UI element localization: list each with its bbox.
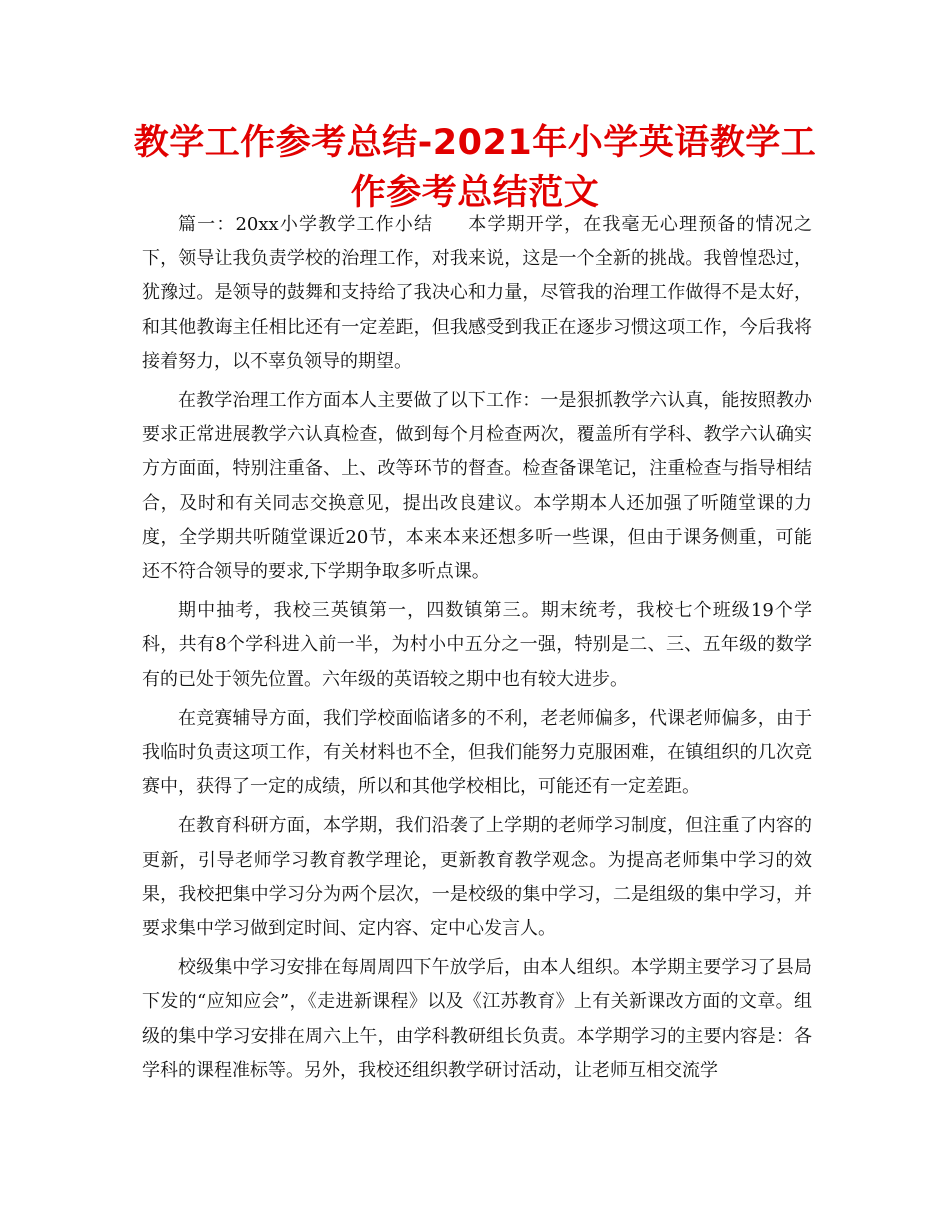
intro-label: 篇一：20xx小学教学工作小结 [178, 214, 434, 235]
paragraph-intro [142, 208, 812, 379]
paragraph: 期中抽考，我校三英镇第一，四数镇第三。期末统考，我校七个班级19个学科，共有8个学科进入前一半，为村小中五分之一强，特别是二、三、五年级的数学有的已处于领先位置。六年级的英语较之期中也有较大进步。 [142, 600, 812, 690]
document-title: 教学工作参考总结-2021年小学英语教学工作参考总结范文 [133, 123, 817, 213]
paragraph: 在教育科研方面，本学期，我们沿袭了上学期的老师学习制度，但注重了内容的更新，引导老师学习教育教学理论，更新教育教学观念。为提高老师集中学习的效果，我校把集中学习分为两个层次，一是校级的集中学习，二是组级的集中学习，并要求集中学习做到定时间、定内容、定中心发言人。 [142, 815, 812, 940]
document-body [142, 208, 812, 1093]
paragraph: 在教学治理工作方面本人主要做了以下工作：一是狠抓教学六认真，能按照教办要求正常进展教学六认真检查，做到每个月检查两次，覆盖所有学科、教学六认确实方方面面，特别注重备、上、改等环节的督查。检查备课笔记，注重检查与指导相结合，及时和有关同志交换意见，提出改良建议。本学期本人还加强了听随堂课的力度，全学期共听随堂课近20节，本来本来还想多听一些课，但由于课务侧重，可能还不符合领导的要求,下学期争取多听点课。 [142, 390, 812, 583]
paragraph: 校级集中学习安排在每周周四下午放学后，由本人组织。本学期主要学习了县局下发的“应知应会”，《走进新课程》以及《江苏教育》上有关新课改方面的文章。组级的集中学习安排在周六上午，由学科教研组长负责。本学期学习的主要内容是：各学科的课程准标等。另外，我校还组织教学研讨活动，让老师互相交流学 [142, 957, 812, 1081]
paragraph-text: 本学期开学，在我毫无心理预备的情况之下，领导让我负责学校的治理工作，对我来说，这是一个全新的挑战。我曾惶恐过，犹豫过。是领导的鼓舞和支持给了我决心和力量，尽管我的治理工作做得不是太好，和其他教诲主任相比还有一定差距，但我感受到我正在逐步习惯这项工作，今后我将接着努力，以不辜负领导的期望。 [142, 214, 812, 372]
paragraph: 在竞赛辅导方面，我们学校面临诸多的不利，老老师偏多，代课老师偏多，由于我临时负责这项工作，有关材料也不全，但我们能努力克服困难，在镇组织的几次竞赛中，获得了一定的成绩，所以和其他学校相比，可能还有一定差距。 [142, 707, 812, 798]
